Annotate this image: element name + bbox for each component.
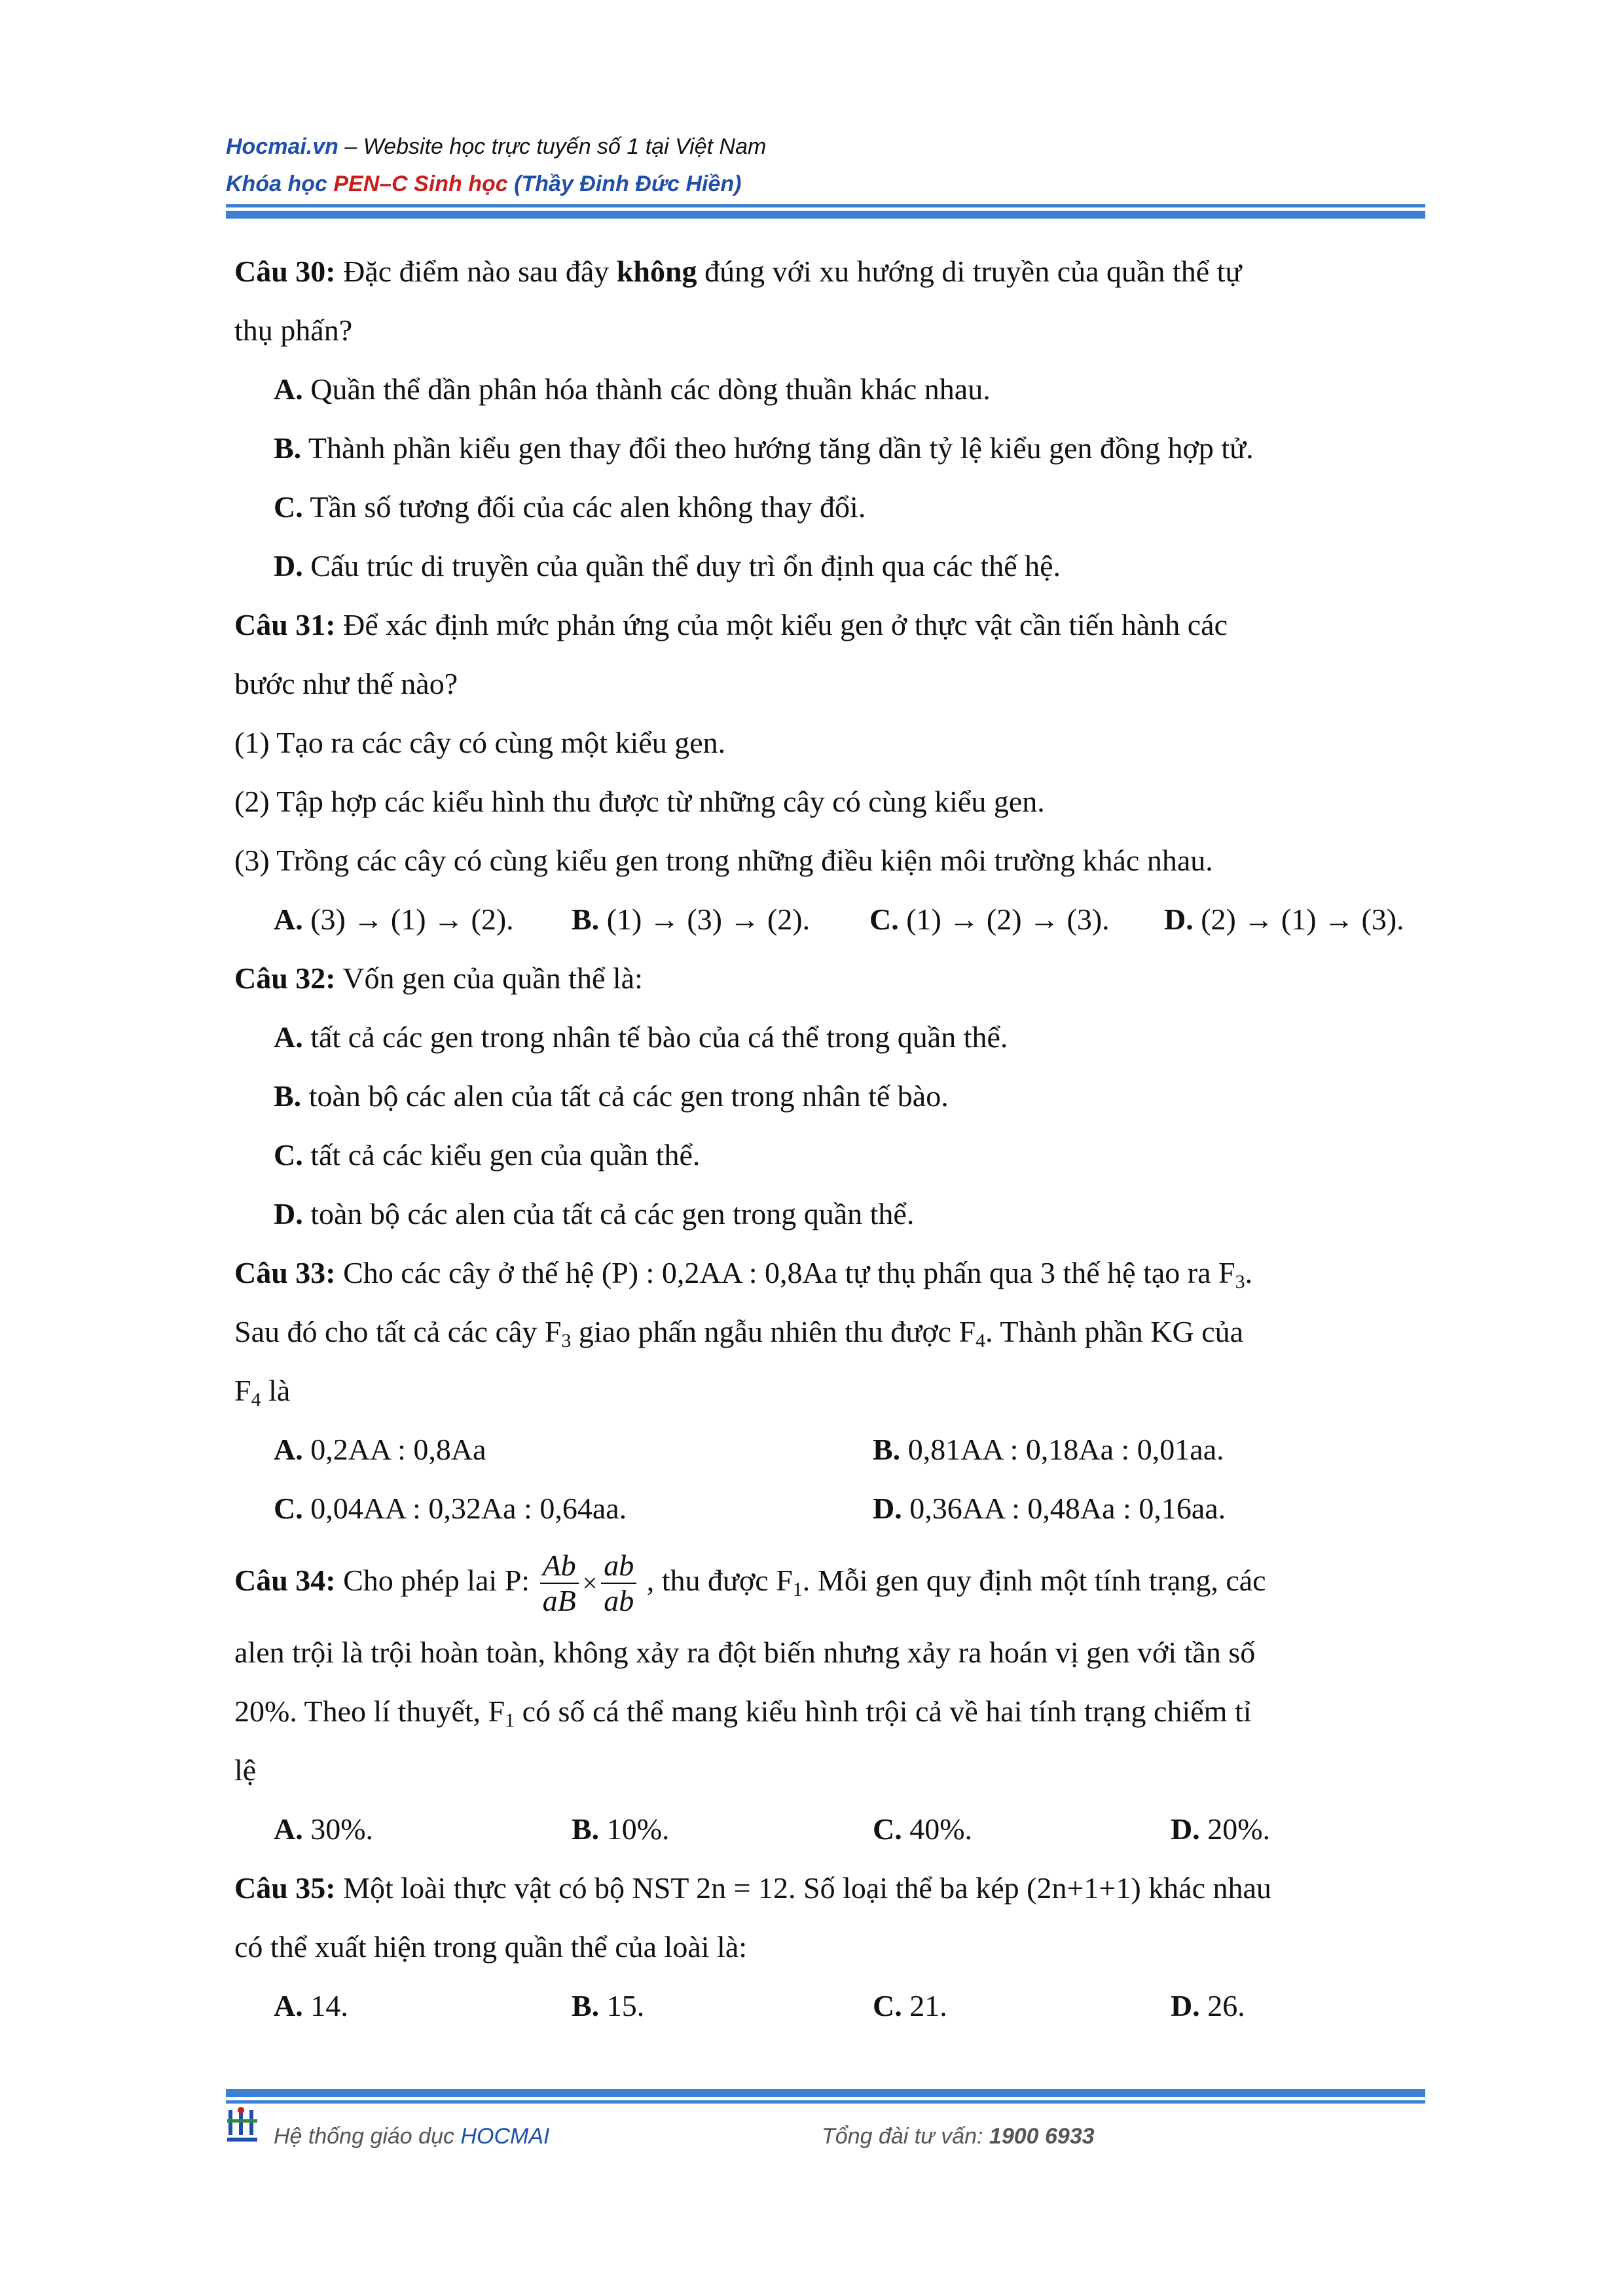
q31-step-3: (3) Trồng các cây có cùng kiểu gen trong những điều kiện môi trường khác nhau.	[234, 844, 1213, 877]
q31-stem: Câu 31: Để xác định mức phản ứng của một kiểu gen ở thực vật cần tiến hành các	[234, 608, 1228, 641]
q33-option-c[interactable]: C. 0,04AA : 0,32Aa : 0,64aa.	[274, 1492, 627, 1525]
hocmai-logo-icon	[226, 2106, 260, 2144]
header-rule-thick	[226, 211, 1425, 219]
q32-option-c[interactable]: C. tất cả các kiểu gen của quần thể.	[274, 1138, 701, 1172]
q31-option-c[interactable]: C. (1) → (2) → (3).	[869, 903, 1110, 936]
q35-options-row	[234, 1977, 1426, 2036]
q32-option-b[interactable]: B. toàn bộ các alen của tất cả các gen trong nhân tế bào.	[274, 1079, 949, 1113]
q30-option-a[interactable]: A. Quần thể dần phân hóa thành các dòng thuần khác nhau.	[274, 372, 991, 406]
q30-stem: Câu 30: Đặc điểm nào sau đây không đúng với xu hướng di truyền của quần thể tự	[234, 255, 1242, 288]
q35-stem: Câu 35: Một loài thực vật có bộ NST 2n = 12. Số loại thể ba kép (2n+1+1) khác nhau	[234, 1871, 1271, 1905]
q32-option-a[interactable]: A. tất cả các gen trong nhân tế bào của cá thể trong quần thể.	[274, 1020, 1008, 1054]
q34-option-b[interactable]: B. 10%.	[572, 1812, 670, 1846]
q33-label: Câu 33:	[234, 1256, 336, 1289]
q33-stem-cont-2: $F_4$ là	[234, 1374, 291, 1410]
footer-brand[interactable]: HOCMAI	[460, 2124, 550, 2149]
times-symbol: ×	[582, 1568, 598, 1598]
footer-left: Hệ thống giáo dục HOCMAI	[274, 2124, 550, 2149]
q34-stem-cont-1: alen trội là trội hoàn toàn, không xảy ra đột biến nhưng xảy ra hoán vị gen với tần số	[234, 1636, 1256, 1669]
q30-option-b[interactable]: B. Thành phần kiểu gen thay đổi theo hướng tăng dần tỷ lệ kiểu gen đồng hợp tử.	[274, 431, 1254, 465]
q35-stem-cont: có thể xuất hiện trong quần thể của loài là:	[234, 1930, 748, 1964]
q30-option-c[interactable]: C. Tần số tương đối của các alen không thay đổi.	[274, 490, 866, 524]
q31-step-2: (2) Tập hợp các kiểu hình thu được từ những cây có cùng kiểu gen.	[234, 785, 1045, 818]
q31-step-1: (1) Tạo ra các cây có cùng một kiểu gen.	[234, 726, 726, 759]
q31-option-b[interactable]: B. (1) → (3) → (2).	[572, 903, 811, 936]
q30-option-d[interactable]: D. Cấu trúc di truyền của quần thể duy trì ổn định qua các thế hệ.	[274, 549, 1061, 583]
q35-option-d[interactable]: D. 26.	[1171, 1989, 1245, 2022]
q33-stem-cont-1: Sau đó cho tất cả các cây $F_3$ giao phấn ngẫu nhiên thu được $F_4$. Thành phần KG của	[234, 1315, 1244, 1352]
header-rule-top	[226, 204, 1425, 207]
q34-label: Câu 34:	[234, 1564, 336, 1597]
q31-label: Câu 31:	[234, 608, 336, 641]
course-teacher: (Thầy Đinh Đức Hiền)	[514, 171, 742, 196]
q34-option-a[interactable]: A. 30%.	[274, 1812, 374, 1846]
site-tagline: – Website học trực tuyến số 1 tại Việt Nam	[338, 134, 767, 159]
site-name[interactable]: Hocmai.vn	[226, 134, 338, 159]
q32-option-d[interactable]: D. toàn bộ các alen của tất cả các gen trong quần thể.	[274, 1197, 915, 1230]
q35-option-c[interactable]: C. 21.	[873, 1989, 947, 2022]
q34-stem: Câu 34: Cho phép lai P: $\frac{Ab}{aB}$ × $\frac{ab}{ab}$ , thu được $F_1$. Mỗi gen quy định một tính trạng, các	[234, 1538, 1426, 1623]
q31-stem-cont: bước như thế nào?	[234, 667, 458, 700]
q35-label: Câu 35:	[234, 1871, 336, 1905]
q35-option-b[interactable]: B. 15.	[572, 1989, 645, 2022]
q34-option-d[interactable]: D. 20%.	[1171, 1812, 1271, 1846]
header-site-line	[226, 134, 766, 160]
q31-option-d[interactable]: D. (2) → (1) → (3).	[1164, 903, 1404, 936]
q33-options-row-1	[234, 1420, 1426, 1479]
q30-emphasis: không	[616, 255, 697, 288]
header-course-line	[226, 171, 741, 197]
q34-fraction-2: $\frac{ab}{ab}$	[601, 1549, 636, 1618]
q33-stem: Câu 33: Cho các cây ở thế hệ (P) : 0,2AA : 0,8Aa tự thụ phấn qua 3 thế hệ tạo ra $F_3$.	[234, 1256, 1253, 1293]
q33-option-d[interactable]: D. 0,36AA : 0,48Aa : 0,16aa.	[873, 1492, 1226, 1525]
q32-stem: Câu 32: Vốn gen của quần thể là:	[234, 961, 643, 995]
q31-options-row	[234, 890, 1426, 949]
footer-phone[interactable]: 1900 6933	[989, 2124, 1095, 2149]
q32-label: Câu 32:	[234, 961, 336, 995]
course-name: PEN–C Sinh học	[333, 171, 508, 196]
footer-rule-thin	[226, 2100, 1425, 2104]
footer-rule-thick	[226, 2089, 1425, 2097]
q34-stem-cont-3: lệ	[234, 1753, 257, 1787]
q34-option-c[interactable]: C. 40%.	[873, 1812, 973, 1846]
q33-option-a[interactable]: A. 0,2AA : 0,8Aa	[274, 1433, 486, 1466]
q34-fraction-1: $\frac{Ab}{aB}$	[540, 1549, 579, 1618]
q31-option-a[interactable]: A. (3) → (1) → (2).	[274, 903, 514, 936]
q35-option-a[interactable]: A. 14.	[274, 1989, 348, 2022]
q33-option-b[interactable]: B. 0,81AA : 0,18Aa : 0,01aa.	[873, 1433, 1224, 1466]
exam-content	[234, 242, 1426, 2036]
q33-options-row-2	[234, 1479, 1426, 1538]
q30-stem-cont: thụ phấn?	[234, 314, 353, 347]
q30-label: Câu 30:	[234, 255, 336, 288]
course-prefix: Khóa học	[226, 171, 334, 196]
footer-right: Tổng đài tư vấn: 1900 6933	[822, 2124, 1095, 2149]
q34-stem-cont-2: 20%. Theo lí thuyết, $F_1$ có số cá thể mang kiểu hình trội cả về hai tính trạng chiếm tỉ	[234, 1695, 1252, 1731]
q34-options-row	[234, 1800, 1426, 1859]
